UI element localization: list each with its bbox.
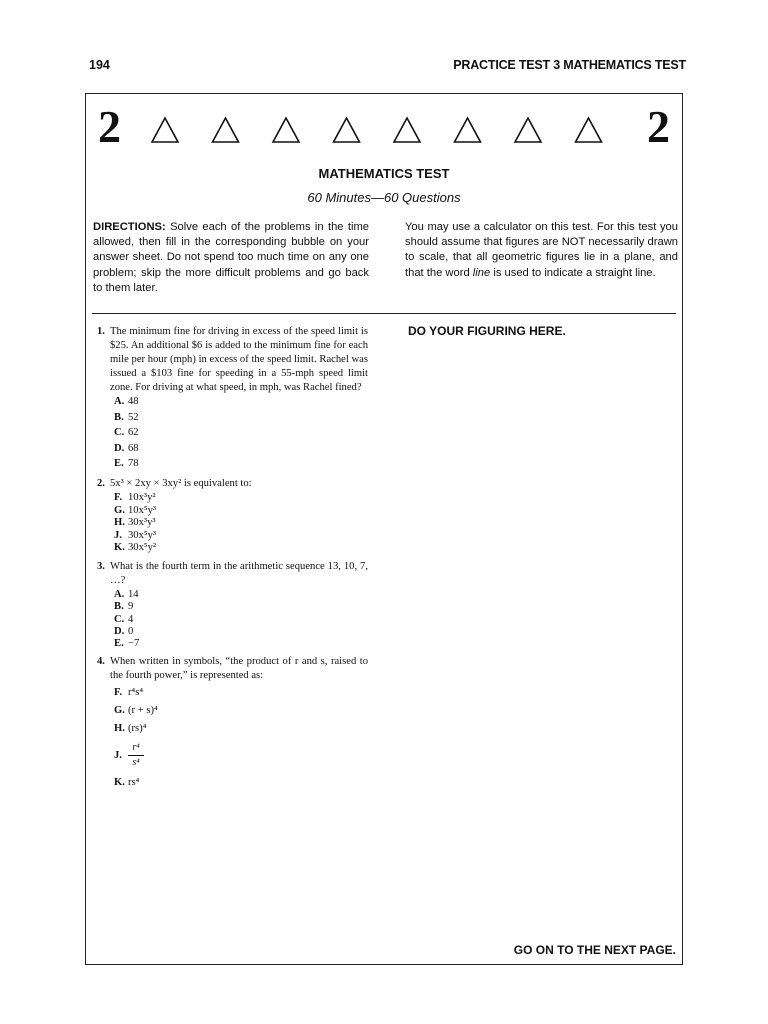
triangle-row	[150, 116, 620, 146]
fraction-bar	[128, 755, 144, 756]
answer-choice-c[interactable]	[110, 426, 368, 442]
test-title: MATHEMATICS TEST	[318, 166, 450, 181]
choice-text: 30x⁵y²	[128, 542, 157, 554]
section-banner	[86, 101, 682, 154]
triangle-icon	[213, 118, 239, 142]
question-number: 3.	[97, 560, 105, 572]
answer-choice-k[interactable]	[110, 541, 368, 554]
choice-letter: J.	[114, 529, 122, 541]
answer-choice-g[interactable]	[110, 702, 368, 720]
triangle-icon	[152, 118, 178, 142]
choice-letter: H.	[114, 517, 125, 529]
choice-letter: G.	[114, 504, 125, 516]
choice-letter: B.	[114, 601, 124, 613]
choice-text: 0	[128, 625, 134, 637]
question-list	[92, 325, 368, 792]
choice-text: 78	[128, 458, 139, 470]
directions-right-text-2: is used to indicate a straight line.	[490, 266, 656, 279]
choice-letter: A.	[114, 588, 125, 600]
choice-text: rs⁴	[128, 777, 140, 789]
directions-right-text-1: You may use a calculator on this test. For this test you should assume that figures are NOT necessarily drawn to scale, that all geometric figures lie in a plane, and that the word	[405, 221, 678, 279]
triangle-icon	[455, 118, 481, 142]
choice-letter: D.	[114, 625, 125, 637]
question-number: 1.	[97, 326, 105, 337]
question-1	[92, 325, 368, 473]
choice-letter: F.	[114, 686, 123, 698]
choice-text: 10x⁵y³	[128, 504, 157, 516]
choice-text: 30x⁵y³	[128, 529, 157, 541]
fraction-denominator: s⁴	[132, 757, 140, 769]
choice-text: 14	[128, 588, 139, 600]
question-number: 4.	[97, 656, 105, 668]
answer-choice-c[interactable]	[110, 613, 368, 625]
answer-choice-h[interactable]	[110, 516, 368, 529]
choice-letter: H.	[114, 722, 125, 734]
triangle-icon	[334, 118, 360, 142]
choice-text: 9	[128, 601, 134, 613]
question-text: When written in symbols, “the product of r and s, raised to the fourth power,” is represented as:	[110, 656, 368, 682]
question-number: 2.	[97, 477, 105, 489]
choice-letter: C.	[114, 427, 125, 439]
answer-choice-f[interactable]	[110, 683, 368, 701]
choice-text: 4	[128, 613, 134, 625]
test-subtitle: 60 Minutes—60 Questions	[307, 190, 461, 205]
directions-right	[405, 220, 678, 281]
question-text: What is the fourth term in the arithmetic sequence 13, 10, 7, …?	[110, 560, 368, 586]
section-number-left: 2	[98, 101, 121, 152]
figuring-label: DO YOUR FIGURING HERE.	[408, 324, 566, 338]
choice-letter: E.	[114, 458, 124, 470]
next-page-footer: GO ON TO THE NEXT PAGE.	[513, 943, 676, 957]
answer-choice-g[interactable]	[110, 504, 368, 517]
choice-letter: A.	[114, 396, 125, 407]
fraction	[128, 742, 144, 769]
choice-text: 10x³y²	[128, 491, 156, 503]
choice-text: (rs)⁴	[128, 722, 147, 734]
choice-letter: F.	[114, 491, 123, 503]
choice-letter: C.	[114, 613, 125, 625]
choice-text: 68	[128, 442, 139, 454]
choice-text: r⁴s⁴	[128, 686, 144, 698]
running-head: PRACTICE TEST 3 MATHEMATICS TEST	[453, 58, 686, 72]
question-4	[92, 655, 368, 792]
choice-letter: B.	[114, 411, 124, 423]
answer-choice-a[interactable]	[110, 588, 368, 600]
test-page-frame	[85, 93, 683, 965]
answer-choice-e[interactable]	[110, 457, 368, 473]
question-3	[92, 560, 368, 649]
answer-choice-j[interactable]	[110, 529, 368, 542]
answer-choice-b[interactable]	[110, 600, 368, 612]
page-number: 194	[89, 58, 110, 72]
choice-letter: J.	[114, 749, 122, 761]
answer-choice-d[interactable]	[110, 625, 368, 637]
choice-text: 62	[128, 427, 139, 439]
answer-choice-a[interactable]	[110, 395, 368, 411]
triangle-icon	[394, 118, 420, 142]
section-number-right: 2	[647, 101, 670, 152]
answer-choice-j[interactable]	[110, 738, 368, 774]
answer-choice-f[interactable]	[110, 491, 368, 504]
answer-choice-e[interactable]	[110, 637, 368, 649]
answer-choice-k[interactable]	[110, 774, 368, 792]
answer-choice-d[interactable]	[110, 442, 368, 458]
choice-letter: K.	[114, 542, 125, 554]
answer-choice-b[interactable]	[110, 411, 368, 427]
directions-label: DIRECTIONS:	[93, 221, 166, 233]
question-text: 5x³ × 2xy × 3xy² is equivalent to:	[110, 477, 252, 489]
fraction-numerator: r⁴	[132, 742, 140, 754]
question-text: The minimum fine for driving in excess of the speed limit is $25. An additional $6 is added to the minimum fine for each mile per hour (mph) in excess of the speed limit. Rachel was issued a $103 fine for speeding in a 55-mph speed limit zone. For driving at what speed, in mph, was Rachel fined?	[110, 326, 368, 393]
directions-left	[93, 220, 369, 296]
choice-letter: G.	[114, 704, 125, 716]
directions-left-text: Solve each of the problems in the time allowed, then fill in the corresponding bubble on your answer sheet. Do not spend too much time on any one problem; skip the more difficult problems and go back to them later.	[93, 221, 369, 294]
triangle-icon	[515, 118, 541, 142]
directions-right-italic: line	[472, 266, 491, 279]
question-2	[92, 477, 368, 554]
answer-choice-h[interactable]	[110, 720, 368, 738]
choice-letter: D.	[114, 442, 125, 454]
choice-text: 52	[128, 411, 139, 423]
choice-letter: E.	[114, 638, 124, 650]
choice-text: −7	[128, 638, 140, 650]
triangle-icon	[273, 118, 299, 142]
triangle-icon	[576, 118, 602, 142]
divider-rule	[92, 313, 676, 314]
choice-text: 48	[128, 396, 139, 407]
choice-text: 30x³y³	[128, 517, 156, 529]
choice-text: (r + s)⁴	[128, 704, 158, 716]
choice-letter: K.	[114, 777, 125, 789]
